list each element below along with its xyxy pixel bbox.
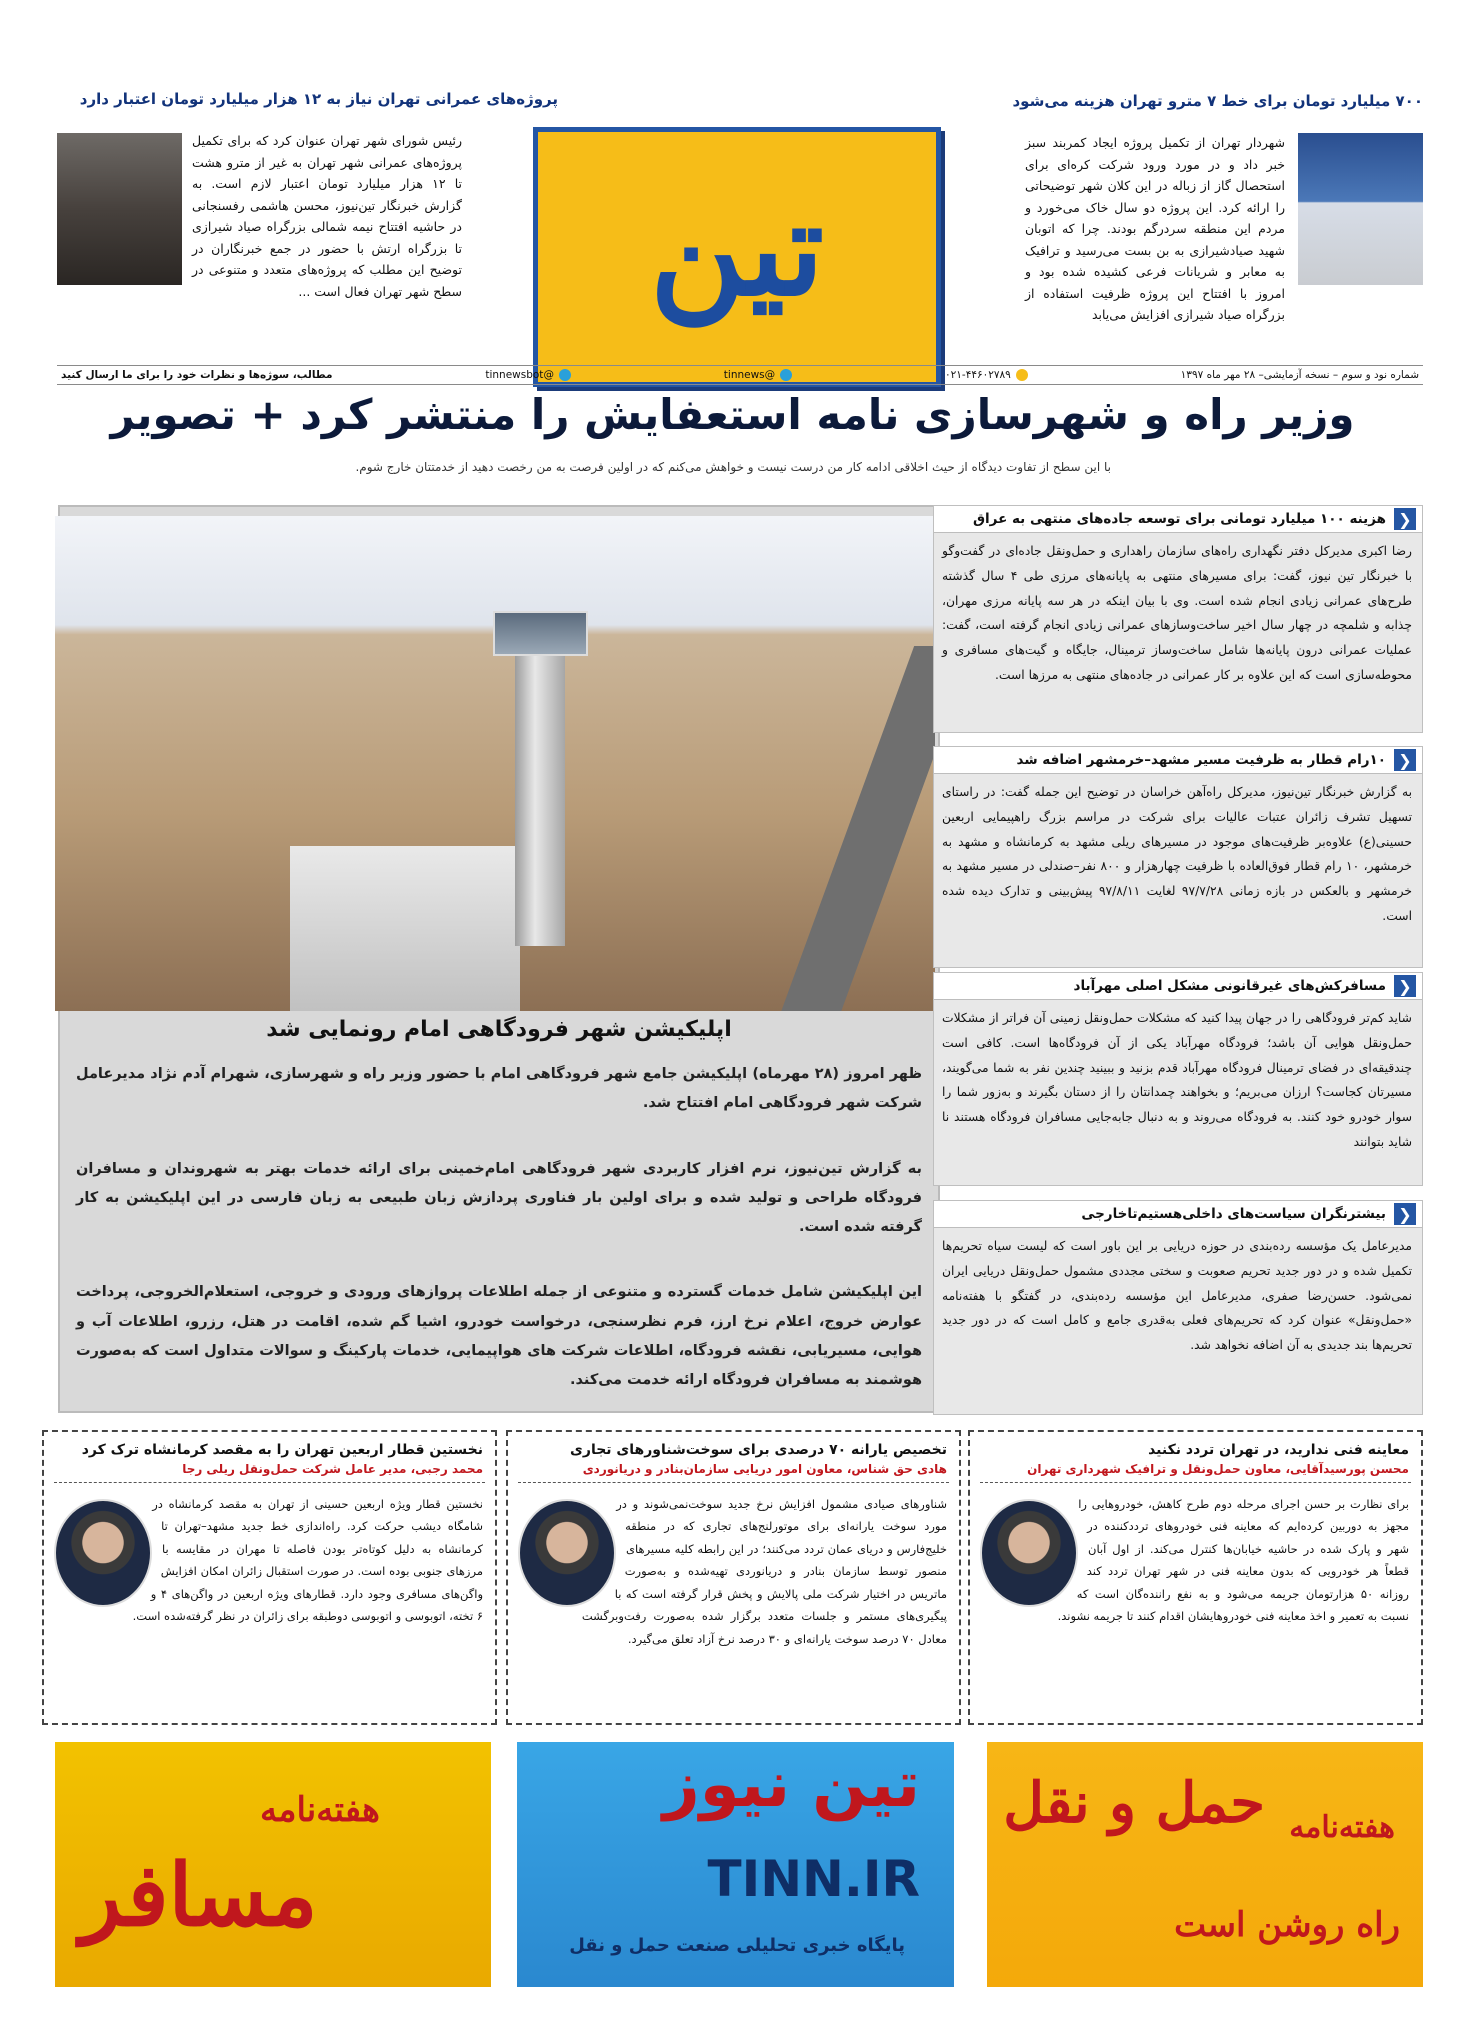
speaker-portrait: [980, 1499, 1078, 1607]
feature-paragraph: ظهر امروز (۲۸ مهرماه) اپلیکیشن جامع شهر فرودگاهی امام با حضور وزیر راه و شهرسازی، شهرام آدم نژاد مدیرعامل شرکت شهر فرودگاهی امام افتتاح شد.: [76, 1066, 922, 1112]
submit-note: مطالب، سوژه‌ها و نظرات خود را برای ما ارسال کنید: [61, 369, 333, 381]
telegram-bot-icon: [559, 369, 571, 381]
interview-speaker: هادی حق شناس، معاون امور دریایی سازمان‌بنادر و دریانوردی: [582, 1462, 947, 1476]
ad-tinnews-logo: تین نیوز: [662, 1748, 920, 1822]
side-story-head[interactable]: [934, 506, 1422, 533]
bot-item[interactable]: [485, 369, 571, 381]
chevron-icon: ❮: [1394, 975, 1416, 997]
side-story: [933, 1200, 1423, 1415]
dashed-divider: [518, 1482, 949, 1483]
feature-paragraph: به گزارش تین‌نیوز، نرم افزار کاربردی شهر فرودگاهی امام‌خمینی برای ارائه خدمات بهتر به شهروندان و مسافران فرودگاه طراحی و تولید شده و برای اولین بار فناوری پردازش زبان طبیعی به زبان فارسی در این اپلیکیشن به کار گرفته شده است.: [76, 1160, 922, 1236]
dashed-divider: [54, 1482, 485, 1483]
top-left-title[interactable]: پروژه‌های عمرانی تهران نیاز به ۱۲ هزار میلیارد تومان اعتبار دارد: [79, 90, 558, 108]
ad-tinnews-tagline: پایگاه خبری تحلیلی صنعت حمل و نقل: [569, 1935, 905, 1956]
side-story-title[interactable]: بیشترنگران سیاست‌های داخلی‌هستیم‌تاخارجی: [1081, 1206, 1386, 1222]
chevron-icon: ❮: [1394, 1203, 1416, 1225]
side-story-title[interactable]: مسافرکش‌های غیرقانونی مشکل اصلی مهرآباد: [1073, 978, 1386, 994]
interview-text: شناورهای صیادی مشمول افزایش نرخ جدید سوخت‌نمی‌شوند و در مورد سوخت یارانه‌ای برای موتورلنج‌های تجاری که در منطقه خلیج‌فارس و دریای عمان تردد می‌کنند؛ در این رابطه کلیه مسیرهای منصور توسط سازمان بنادر و دریانوردی تهیه‌شده و به‌صورت ماتریس در اختیار شرکت ملی پالایش و پخش قرار گرفته است که با پیگیری‌های مستمر و جلسات متعدد برگزار شده به‌صورت رفت‌وبرگشت معادل ۷۰ درصد سوخت یارانه‌ای و ۳۰ درصد نرخ آزاد تعلق می‌گیرد.: [581, 1497, 947, 1646]
side-story: [933, 746, 1423, 968]
phone-icon: [1016, 369, 1028, 381]
control-tower-cab: [493, 611, 588, 656]
top-left-text: رئیس شورای شهر تهران عنوان کرد که برای تکمیل پروژه‌های عمرانی شهر تهران به غیر از مترو هشت تا ۱۲ هزار میلیارد تومان اعتبار لازم است. به گزارش خبرنگار تین‌نیوز، محسن هاشمی رفسنجانی در حاشیه افتتاح نیمه شمالی بزرگراه صیاد شیرازی تا بزرگراه ارتش با حضور در جمع خبرنگاران در توضیح این مطلب که پروژه‌های متعدد و متنوعی در سطح شهر تهران فعال است ...: [192, 133, 462, 299]
interview-box: [42, 1430, 497, 1725]
feature-title[interactable]: اپلیکیشن شهر فرودگاهی امام رونمایی شد: [266, 1017, 732, 1042]
interview-title[interactable]: تخصیص یارانه ۷۰ درصدی برای سوخت‌شناورهای تجاری: [570, 1442, 947, 1458]
interview-speaker: محمد رجبی، مدیر عامل شرکت حمل‌ونقل ریلی رجا: [182, 1462, 483, 1476]
issue-info: شماره نود و سوم – نسخه آزمایشی– ۲۸ مهر ماه ۱۳۹۷: [1180, 369, 1419, 381]
mayor-photo: [1298, 133, 1423, 285]
side-story-head[interactable]: [934, 1201, 1422, 1228]
side-story: [933, 972, 1423, 1186]
ad-hamlonaghl-label: هفته‌نامه: [1289, 1810, 1395, 1845]
speaker-portrait: [518, 1499, 616, 1607]
ad-mosafer-logo: مسافر: [80, 1845, 318, 1946]
channel-item[interactable]: [724, 369, 792, 381]
ad-mosafer-label: هفته‌نامه: [260, 1790, 380, 1830]
interview-speaker: محسن پورسیدآقایی، معاون حمل‌ونقل و ترافیک شهرداری تهران: [1027, 1462, 1409, 1476]
airport-photo: [55, 516, 935, 1011]
info-bar: [57, 365, 1423, 385]
masthead-logo: [533, 127, 941, 387]
speaker-portrait: [54, 1499, 152, 1607]
dashed-divider: [980, 1482, 1411, 1483]
council-head-photo: [57, 133, 182, 285]
bot-link[interactable]: @tinnewsbot: [485, 369, 554, 381]
ad-hamlonaghl-logo: حمل و نقل: [1003, 1770, 1265, 1836]
chevron-icon: ❮: [1394, 508, 1416, 530]
side-story-text: مدیرعامل یک مؤسسه رده‌بندی در حوزه دریایی بر این باور است که لیست سیاه تحریم‌ها تکمیل شده و در دور جدید تحریم صعوبت و سختی مجددی مشمول حمل‌ونقل دریایی ایران نمی‌شود. حسن‌رضا صفری، مدیرعامل این مؤسسه رده‌بندی، در گفتگو با هفته‌نامه «حمل‌ونقل» عنوان کرد که تحریم‌های فعلی به‌قدری جامع و کامل است که در دور جدید تحریم‌ها بند جدیدی به آن اضافه نخواهد شد.: [942, 1239, 1412, 1353]
top-right-text: شهردار تهران از تکمیل پروژه ایجاد کمربند سبز خبر داد و در مورد ورود شرکت کره‌ای برای استحصال گاز از زباله در این کلان شهر توضیحاتی را ارائه کرد. این پروژه دو سال خاک می‌خورد و مردم این منطقه سردرگم بودند. چرا که اتوبان شهید صیادشیرازی به بن بست می‌رسید و ترافیک به معابر و شریانات فرعی کشیده شده بود و امروز با افتتاح این پروژه ظرفیت استفاده از بزرگراه صیاد شیرازی افزایش می‌یابد: [1025, 135, 1285, 322]
runway-shape: [776, 646, 935, 1011]
phone-item: [945, 369, 1028, 381]
chevron-icon: ❮: [1394, 749, 1416, 771]
interview-title[interactable]: نخستین قطار اربعین تهران را به مقصد کرمانشاه ترک کرد: [81, 1442, 483, 1458]
side-story-text: رضا اکبری مدیرکل دفتر نگهداری راه‌های سازمان راهداری و حمل‌ونقل جاده‌ای در گفت‌وگو با خبرنگار تین نیوز، گفت: برای مسیرهای منتهی به پایانه‌های مرزی طی ۴ سال گذشته طرح‌های عمرانی زیادی انجام شده است. وی با بیان اینکه در هر سه پایانه مرزی مهران، چذابه و شلمچه در چهار سال اخیر ساخت‌وسازهای عمرانی زیادی انجام گرفته است، گفت: عملیات عمرانی درون پایانه‌ها شامل ساخت‌وساز ترمینال، جایگاه و گیت‌های مسافری و محوطه‌سازی است که این علاوه بر کار عمرانی در جاده‌های منتهی به مرزها است.: [942, 544, 1413, 683]
channel-link[interactable]: @tinnews: [723, 369, 776, 381]
feature-body: [76, 1060, 922, 1432]
side-story: [933, 505, 1423, 733]
interview-box: [968, 1430, 1423, 1725]
phone-number: ۰۲۱-۴۴۶۰۲۷۸۹: [945, 369, 1011, 381]
main-headline[interactable]: وزیر راه و شهرسازی نامه استعفایش را منتشر کرد + تصویر: [110, 390, 1355, 439]
side-story-title[interactable]: ۱۰رام قطار به ظرفیت مسیر مشهد–خرمشهر اضافه شد: [1016, 752, 1386, 768]
ad-tinnews-url[interactable]: TINN.IR: [707, 1850, 920, 1908]
side-story-text: شاید کم‌تر فرودگاهی را در جهان پیدا کنید که مشکلات حمل‌ونقل زمینی آن فراتر از مشکلات حمل‌ونقل هوایی آن باشد؛ فرودگاه مهرآباد یکی از آن فرودگاه‌ها است. کافی است چندقیقه‌ای در فضای ترمینال فرودگاه مهرآباد قدم بزنید و ببینید چندین نفر به شما می‌گویند، مسیرتان کجاست؟ ارزان می‌بریم؛ و بخواهند چمدانتان را از دستان بگیرند و به‌زور شما را سوار خودرو خود کنند. به فرودگاه می‌روند و به دنبال جابه‌جایی مسافران فرودگاه هستند نا شاید بتوانند: [942, 1011, 1412, 1150]
interview-title[interactable]: معاینه فنی ندارید، در تهران تردد نکنید: [1148, 1442, 1409, 1458]
main-lede: با این سطح از تفاوت دیدگاه از حیث اخلاقی ادامه کار من درست نیست و خواهش می‌کنم که در اولین فرصت به من رخصت دهید از خدمتتان خارج شوم.: [355, 460, 1111, 474]
top-right-title[interactable]: ۷۰۰ میلیارد تومان برای خط ۷ مترو تهران هزینه می‌شود: [1012, 92, 1423, 110]
interview-text: نخستین قطار ویژه اربعین حسینی از تهران به مقصد کرمانشاه در شامگاه دیشب حرکت کرد. راه‌اندازی خط جدید مشهد–تهران تا کرمانشاه به دلیل کوتاه‌تر بودن فاصله تا مهران در مقایسه با مرزهای جنوبی بوده است. در صورت استقبال زائران امکان افزایش واگن‌های مسافری وجود دارد. قطارهای ویژه اربعین در واگن‌های ۴ و ۶ تخته، اتوبوسی و اتوبوسی دوطبقه برای زائران در نظر گرفته‌شده است.: [132, 1497, 483, 1624]
telegram-icon: [780, 369, 792, 381]
feature-paragraph: این اپلیکیشن شامل خدمات گسترده و متنوعی از جمله اطلاعات پروازهای ورودی و خروجی، استعلام‌الخروجی، پرداخت عوارض خروج، اعلام نرخ ارز، فرم نظرسنجی، درخواست خودرو، اشیا گم شده، اقامت در هتل، رزرو، اطلاعات آب و هوایی، مسیریابی، نقشه فرودگاه، اطلاعات شرکت های هواپیمایی، خدمات پارکینگ و سوالات متداول است که به‌صورت هوشمند به مسافران فرودگاه ارائه خدمت می‌کند.: [76, 1284, 922, 1389]
terminal-building-shape: [290, 846, 520, 1011]
masthead-name: تین: [649, 172, 825, 325]
side-story-head[interactable]: [934, 973, 1422, 1000]
side-story-text: به گزارش خبرنگار تین‌نیوز، مدیرکل راه‌آهن خراسان در توضیح این جمله گفت: در راستای تسهیل تشرف زائران عتبات عالیات برای شرکت در مراسم بزرگ راهپیمایی اربعین حسینی(ع) علاوه‌بر ظرفیت‌های موجود در مسیرهای ریلی مشهد به کرمانشاه و مشهد به خرمشهر، ۱۰ رام قطار فوق‌العاده با ظرفیت چهارهزار و ۸۰۰ نفر–صندلی در مسیر مشهد به خرمشهر و بالعکس در بازه زمانی ۹۷/۷/۲۸ لغایت ۹۷/۸/۱۱ پیش‌بینی و تدارک دیده شده است.: [942, 785, 1413, 924]
side-story-title[interactable]: هزینه ۱۰۰ میلیارد تومانی برای توسعه جاده‌های منتهی به عراق: [972, 511, 1386, 527]
side-story-head[interactable]: [934, 747, 1422, 774]
interview-text: برای نظارت بر حسن اجرای مرحله دوم طرح کاهش، خودروهایی را مجهز به دوربین کرده‌ایم که معاینه فنی خودروهای ترددکننده در شهر و پارک شده در حاشیه خیابان‌ها کنترل می‌کند. از اول آبان قطعاً هر خودرویی که بدون معاینه فنی در شهر تهران تردد کند روزانه ۵۰ هزارتومان جریمه می‌شود و به نفع راننده‌گان است که نسبت به تعمیر و اخذ معاینه فنی خودروهایشان اقدام کنند تا جریمه نشوند.: [1057, 1497, 1409, 1624]
ad-hamlonaghl-slogan: راه روشن است: [1174, 1905, 1400, 1945]
control-tower-shaft: [515, 646, 565, 946]
interview-box: [506, 1430, 961, 1725]
